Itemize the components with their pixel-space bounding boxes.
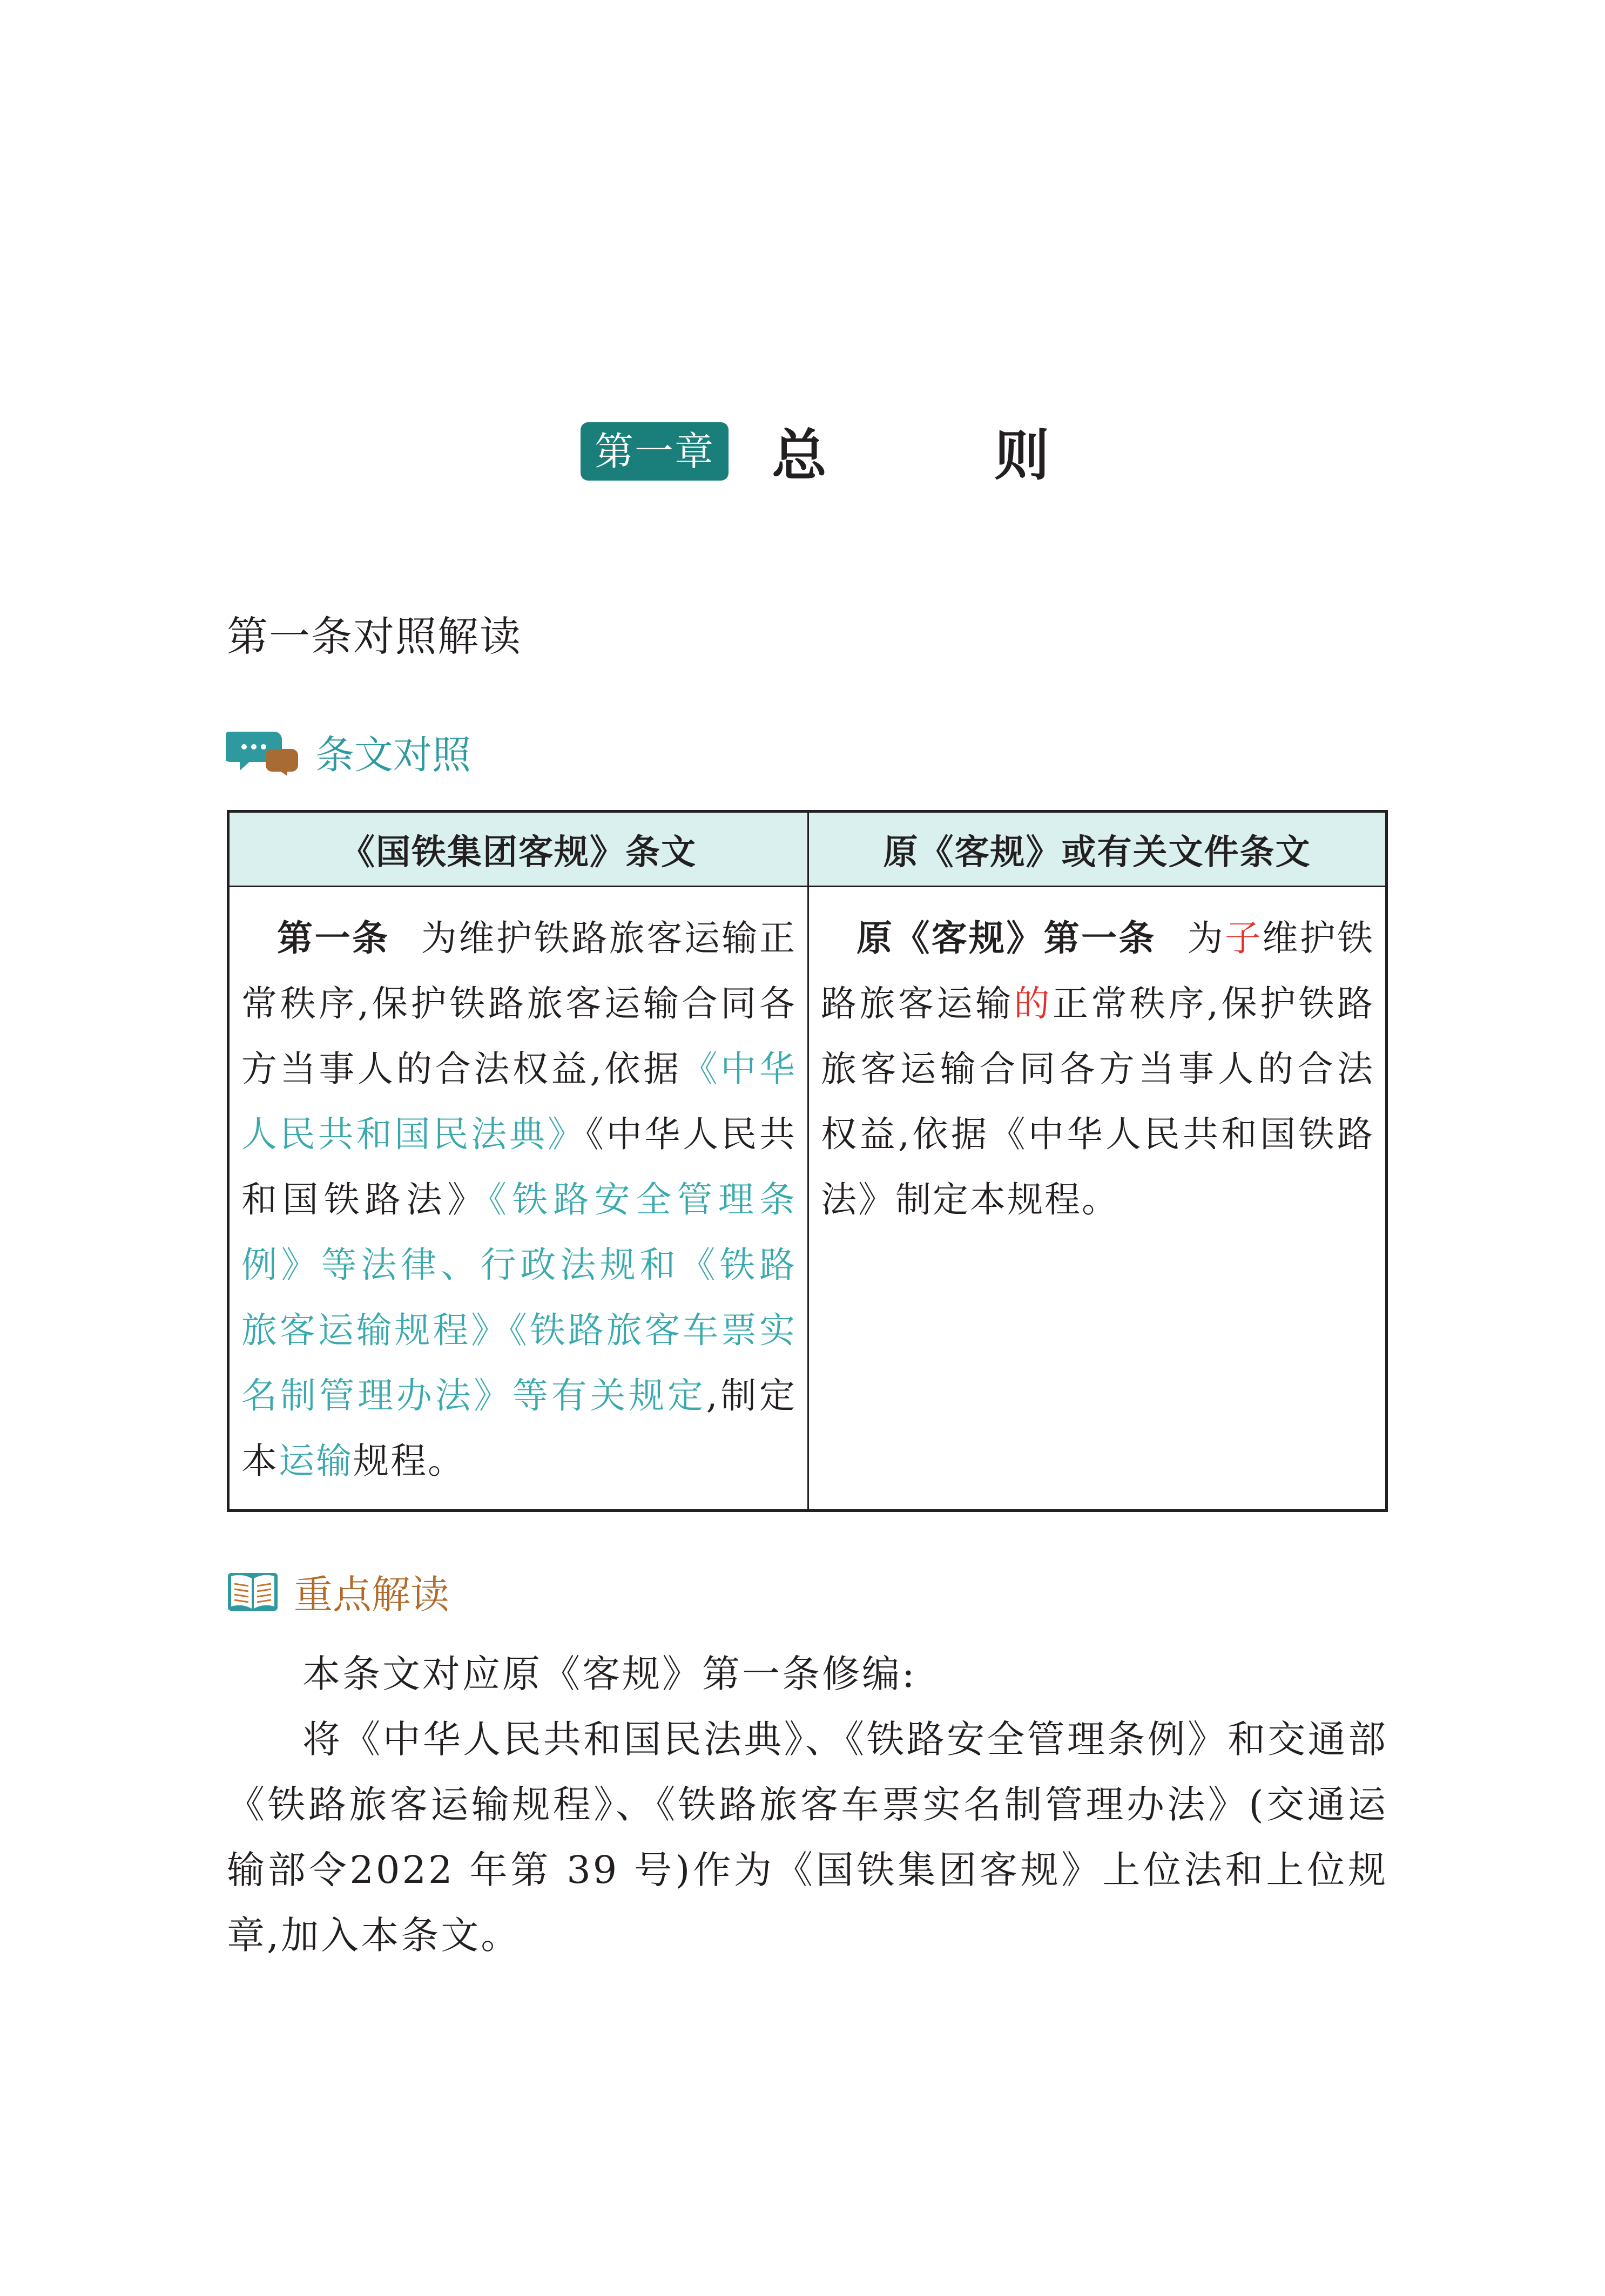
open-book-icon bbox=[226, 1569, 280, 1614]
key-section-head bbox=[226, 1563, 449, 1619]
right-text-segment: 正常秩序,保护铁路旅客运输合同各方当事人的合法权益,依据《中华人民共和国铁路法》制定本规程。 bbox=[821, 983, 1375, 1220]
speech-bubbles-icon bbox=[226, 727, 301, 776]
body-paragraph: 本条文对应原《客规》第一条修编: bbox=[302, 1652, 917, 1696]
chapter-heading bbox=[581, 421, 1217, 488]
chapter-title: 总则 bbox=[772, 424, 1217, 488]
article-heading: 第一条对照解读 bbox=[227, 612, 522, 660]
table-cell-left bbox=[230, 887, 809, 1509]
right-text-segment: 为 bbox=[1187, 917, 1225, 959]
chapter-badge: 第一章 bbox=[581, 422, 729, 481]
table-header-right: 原《客规》或有关文件条文 bbox=[809, 813, 1385, 887]
right-article-text bbox=[821, 917, 1374, 1220]
left-article-text bbox=[241, 917, 797, 1482]
left-text-segment: 《中华人民共和国民法典》 bbox=[241, 1048, 797, 1155]
interpretation-body bbox=[227, 1642, 1388, 1968]
left-text-segment: 运输 bbox=[279, 1440, 353, 1482]
right-text-segment: 的 bbox=[1014, 983, 1053, 1024]
compare-section-label: 条文对照 bbox=[315, 732, 471, 778]
right-text-segment: 子 bbox=[1225, 917, 1263, 959]
left-text-segment: ,制定本 bbox=[241, 1375, 797, 1482]
left-text-segment: 《铁路安全管理条例》等法律、行政法规和《铁路旅客运输规程》《铁路旅客车票实名制管理办法》等有关规定 bbox=[241, 1179, 797, 1416]
right-article-lead: 原《客规》第一条 bbox=[857, 917, 1156, 959]
left-text-segment: 为维护铁路旅客运输正常秩序,保护铁路旅客运输合同各方当事人的合法权益,依据 bbox=[241, 917, 797, 1090]
table-header-left: 《国铁集团客规》条文 bbox=[230, 813, 809, 887]
table-cell-right bbox=[809, 887, 1385, 1509]
left-text-segment: 规程。 bbox=[353, 1440, 465, 1482]
left-article-lead: 第一条 bbox=[277, 917, 390, 959]
left-text-segment: 《中华人民共和国铁路法》 bbox=[241, 1113, 797, 1220]
comparison-table bbox=[227, 810, 1388, 1512]
body-paragraph: 将《中华人民共和国民法典》、《铁路安全管理条例》和交通部《铁路旅客运输规程》、《铁路旅客车票实名制管理办法》(交通运输部令2022 年第 39 号)作为《国铁集团客规》上位法和上位规章,加入本条文。 bbox=[227, 1717, 1388, 1957]
right-text-segment: 维护铁路旅客运输 bbox=[821, 917, 1375, 1024]
compare-section-head bbox=[226, 724, 471, 780]
key-section-label: 重点解读 bbox=[294, 1572, 450, 1617]
